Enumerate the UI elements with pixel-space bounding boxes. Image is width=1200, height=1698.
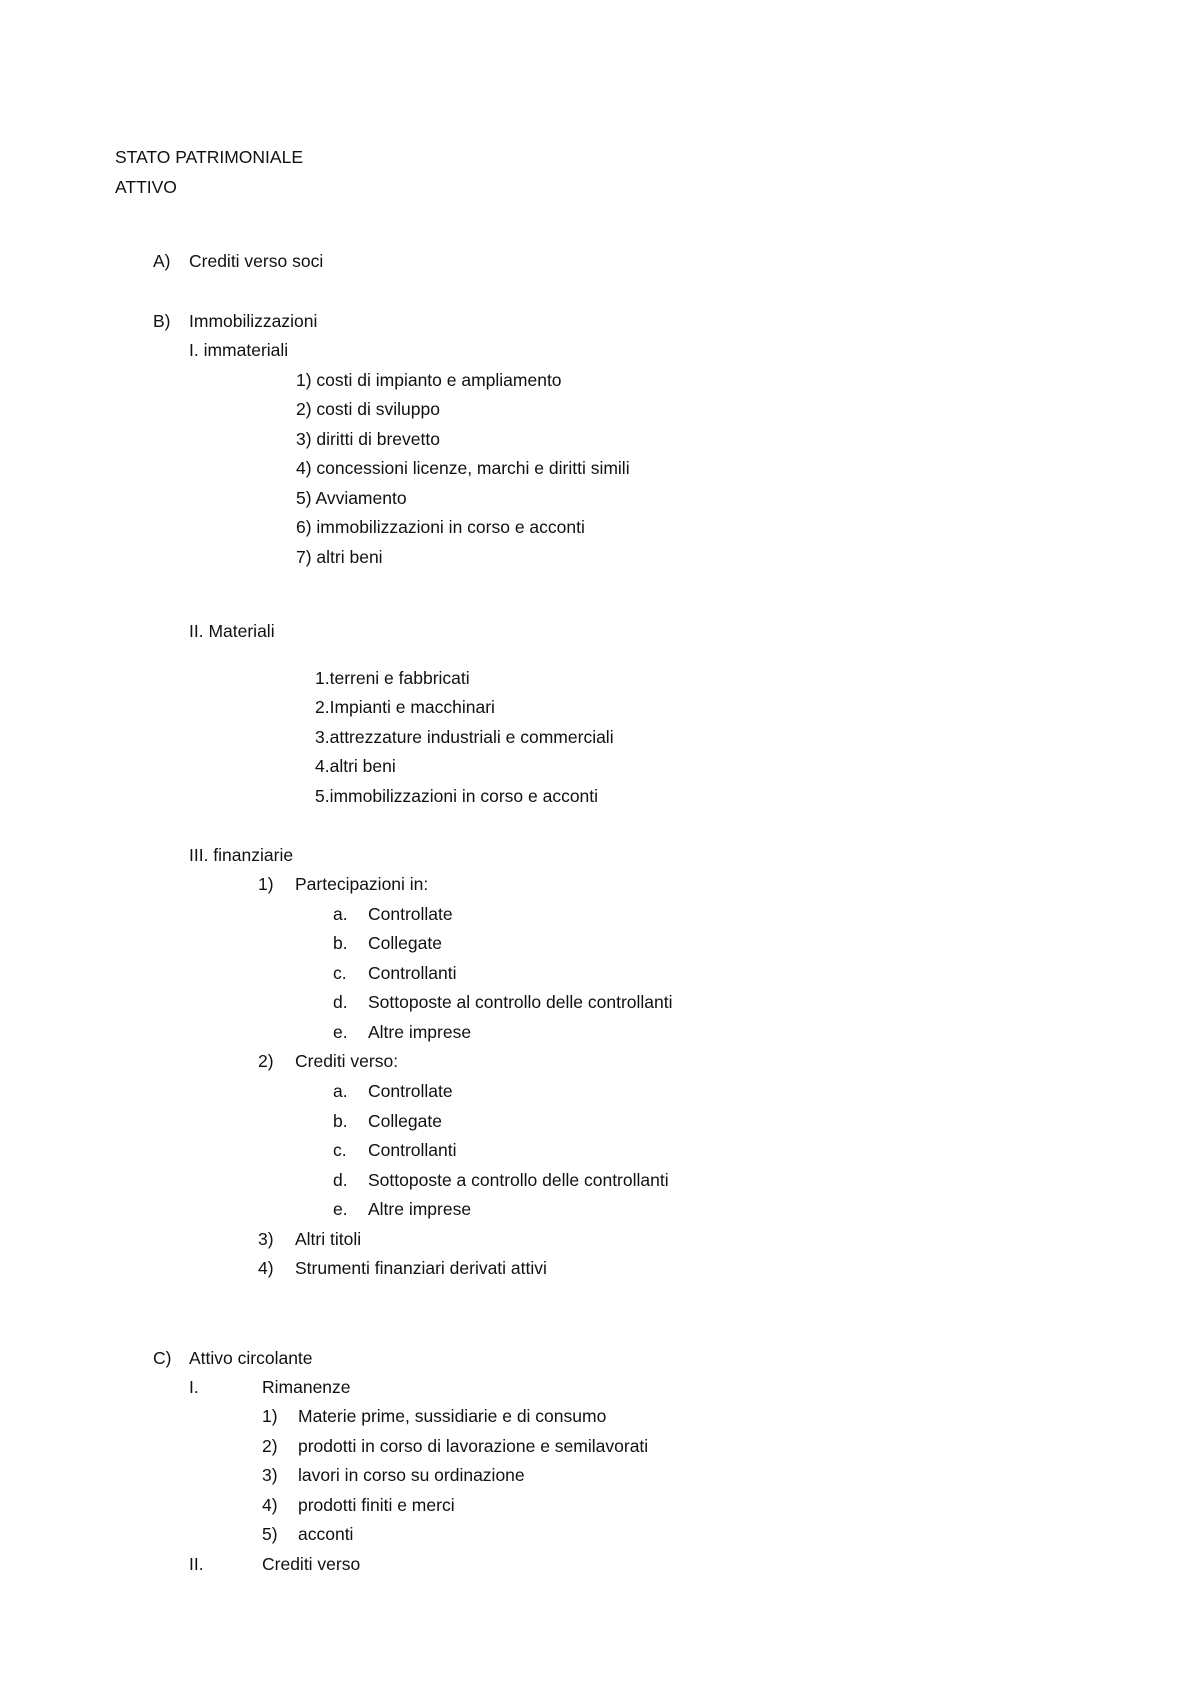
document-subtitle: ATTIVO <box>115 177 177 197</box>
list-item: Altre imprese <box>368 1022 472 1042</box>
section-b-label: Immobilizzazioni <box>189 311 318 331</box>
list-item: Collegate <box>368 1111 442 1131</box>
list-item: Collegate <box>368 933 442 953</box>
list-marker: c. <box>333 1140 347 1160</box>
list-item: 2.Impianti e macchinari <box>315 697 495 717</box>
list-marker: I. <box>189 1377 199 1397</box>
list-item: 3) diritti di brevetto <box>296 429 440 449</box>
list-marker: e. <box>333 1022 348 1042</box>
list-item: prodotti finiti e merci <box>298 1495 455 1515</box>
list-item: 6) immobilizzazioni in corso e acconti <box>296 517 585 537</box>
list-item: 3.attrezzature industriali e commerciali <box>315 727 614 747</box>
finanziarie-heading: III. finanziarie <box>189 845 294 865</box>
rimanenze-heading: Rimanenze <box>262 1377 351 1397</box>
list-marker: 2) <box>262 1436 278 1456</box>
list-item: 5) Avviamento <box>296 488 407 508</box>
list-item: Controllate <box>368 1081 453 1101</box>
list-item: Controllanti <box>368 1140 457 1160</box>
list-item: Controllanti <box>368 963 457 983</box>
section-a-label: Crediti verso soci <box>189 251 324 271</box>
list-marker: a. <box>333 1081 348 1101</box>
materiali-heading: II. Materiali <box>189 621 275 641</box>
list-marker: d. <box>333 992 348 1012</box>
list-item: 2) costi di sviluppo <box>296 399 440 419</box>
list-marker: 4) <box>262 1495 278 1515</box>
list-marker: d. <box>333 1170 348 1190</box>
list-item: Altre imprese <box>368 1199 472 1219</box>
list-item: 7) altri beni <box>296 547 383 567</box>
list-marker: II. <box>189 1554 204 1574</box>
list-marker: 4) <box>258 1258 274 1278</box>
list-marker: 2) <box>258 1051 274 1071</box>
list-item: acconti <box>298 1524 354 1544</box>
list-item: 5.immobilizzazioni in corso e acconti <box>315 786 599 806</box>
list-marker: b. <box>333 1111 348 1131</box>
section-b-marker: B) <box>153 311 171 331</box>
immateriali-heading: I. immateriali <box>189 340 289 360</box>
list-item: Partecipazioni in: <box>295 874 429 894</box>
list-marker: 5) <box>262 1524 278 1544</box>
list-item: Strumenti finanziari derivati attivi <box>295 1258 547 1278</box>
list-item: Materie prime, sussidiarie e di consumo <box>298 1406 607 1426</box>
list-item: Sottoposte al controllo delle controllanti <box>368 992 673 1012</box>
list-item: 4.altri beni <box>315 756 396 776</box>
list-item: Sottoposte a controllo delle controllanti <box>368 1170 669 1190</box>
section-c-marker: C) <box>153 1348 172 1368</box>
list-marker: c. <box>333 963 347 983</box>
section-c-label: Attivo circolante <box>189 1348 313 1368</box>
list-item: 1.terreni e fabbricati <box>315 668 470 688</box>
list-item: Controllate <box>368 904 453 924</box>
list-marker: e. <box>333 1199 348 1219</box>
list-marker: 1) <box>258 874 274 894</box>
list-marker: a. <box>333 904 348 924</box>
list-marker: 1) <box>262 1406 278 1426</box>
list-item: prodotti in corso di lavorazione e semilavorati <box>298 1436 649 1456</box>
list-item: 4) concessioni licenze, marchi e diritti simili <box>296 458 630 478</box>
list-item: Altri titoli <box>295 1229 362 1249</box>
document-title: STATO PATRIMONIALE <box>115 147 303 167</box>
section-a-marker: A) <box>153 251 171 271</box>
list-item: lavori in corso su ordinazione <box>298 1465 525 1485</box>
list-item: Crediti verso: <box>295 1051 399 1071</box>
list-marker: 3) <box>262 1465 278 1485</box>
crediti-heading: Crediti verso <box>262 1554 361 1574</box>
list-item: 1) costi di impianto e ampliamento <box>296 370 562 390</box>
list-marker: 3) <box>258 1229 274 1249</box>
list-marker: b. <box>333 933 348 953</box>
